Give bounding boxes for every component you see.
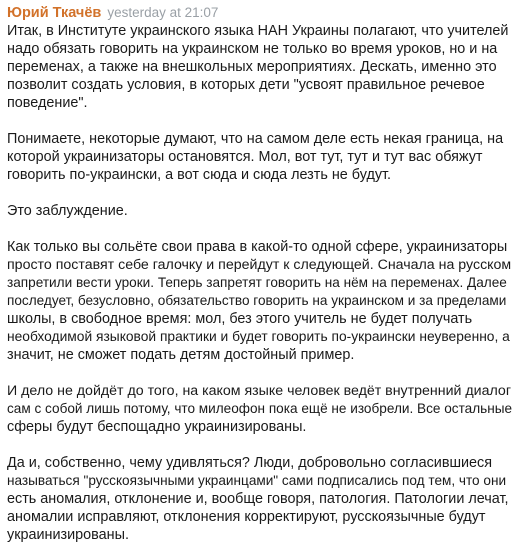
author-name[interactable]: Юрий Ткачёв — [7, 5, 102, 21]
message-paragraph — [7, 382, 512, 436]
message-paragraph — [7, 202, 512, 220]
text-line: последует, безусловно, обязательство говорить на украинском и за пределами — [7, 293, 507, 308]
message-body — [7, 22, 512, 544]
text-line: надо обязать говорить на украинском не только во время уроков, но и на — [7, 41, 498, 57]
text-line: Итак, в Институте украинского языка НАН Украины полагают, что учителей — [7, 23, 509, 39]
text-line: позволит создать условия, в которых дети "усвоят правильное речевое — [7, 77, 485, 93]
text-line: необходимой языковой практики и будет говорить по-украински неуверенно, а — [7, 329, 510, 344]
message-paragraph — [7, 22, 512, 112]
text-line: сам с собой лишь потому, что милеофон пока ещё не изобрели. Все остальные — [7, 401, 513, 416]
text-line: поведение". — [7, 95, 88, 111]
text-line: запретили вести уроки. Теперь запретят говорить на нём на переменах. Далее — [7, 275, 507, 290]
text-line: Понимаете, некоторые думают, что на самом деле есть некая граница, на — [7, 131, 504, 147]
text-line: украинизированы. — [7, 527, 129, 543]
text-line: которой украинизаторы остановятся. Мол, вот тут, тут и тут вас обяжут — [7, 149, 483, 165]
text-line: говорить по-украински, а вот сюда и сюда лезть не будут. — [7, 167, 392, 183]
text-line: Это заблуждение. — [7, 203, 128, 219]
text-line: просто поставят себе галочку и перейдут к следующей. Сначала на русском — [7, 257, 512, 273]
text-line: Как только вы сольёте свои права в какой-то одной сфере, украинизаторы — [7, 239, 508, 255]
message-paragraph — [7, 454, 512, 544]
text-line: называться "русскоязычными украинцами" сами подписались под тем, что они — [7, 473, 507, 488]
message-timestamp: yesterday at 21:07 — [107, 5, 219, 20]
message-header — [7, 3, 512, 22]
text-line: значит, не сможет подать детям достойный пример. — [7, 347, 355, 363]
message-paragraph — [7, 238, 512, 364]
text-line: переменах, а также на внешкольных мероприятиях. Дескать, именно это — [7, 59, 497, 75]
message-paragraph — [7, 130, 512, 184]
text-line: аномалии исправляют, отклонения корректируют, русскоязычные будут — [7, 509, 486, 525]
text-line: Да и, собственно, чему удивляться? Люди, добровольно согласившиеся — [7, 455, 493, 471]
text-line: школы, в свободное время: мол, без этого учитель не будет получать — [7, 311, 473, 327]
text-line: сферы будут беспощадно украинизированы. — [7, 419, 307, 435]
text-line: есть аномалия, отклонение и, вообще говоря, патология. Патологии лечат, — [7, 491, 509, 507]
text-line: И дело не дойдёт до того, на каком языке человек ведёт внутренний диалог — [7, 383, 511, 399]
